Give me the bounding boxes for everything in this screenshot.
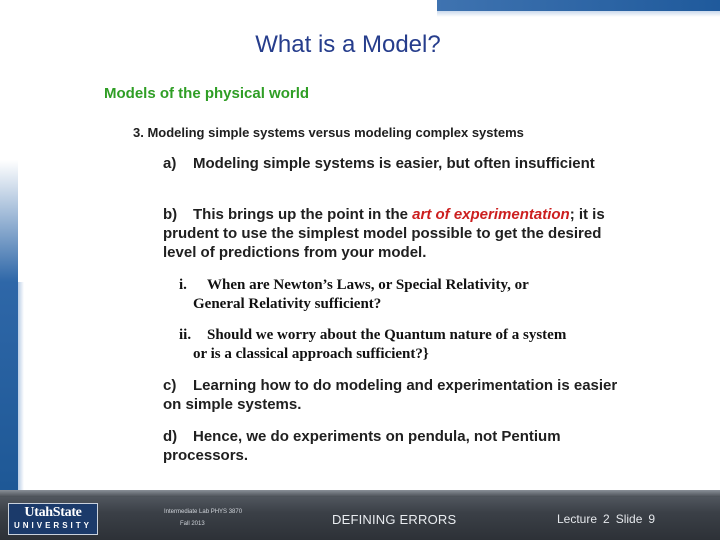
list-item-c	[163, 376, 633, 414]
side-accent-stripe	[0, 282, 18, 490]
side-accent-shade	[18, 282, 24, 490]
footer-top-band	[0, 490, 720, 497]
list-item-text: This brings up the point in the	[193, 206, 413, 223]
term-label: Fall 2013	[180, 521, 205, 527]
list-item-a	[163, 154, 633, 173]
list-item-text-cont: ; it is prudent to use the simplest model possible to get the desired level of predictions from your model.	[163, 206, 605, 261]
sub-item-ii	[179, 326, 619, 364]
list-item-b	[163, 205, 633, 262]
sub-item-text: Should we worry about the Quantum nature of a system	[207, 327, 567, 343]
slide-label: Slide	[615, 512, 643, 526]
university-logo	[8, 503, 98, 535]
slide-number-info	[557, 512, 661, 526]
header-accent-band	[437, 0, 720, 11]
list-marker: b)	[163, 206, 178, 223]
sub-item-text-cont: General Relativity sufficient?	[193, 296, 382, 312]
list-marker: a)	[163, 155, 177, 172]
sub-item-text-cont: or is a classical approach sufficient?}	[193, 346, 429, 362]
highlighted-phrase: art of experimentation	[412, 206, 570, 223]
lecture-label: Lecture	[557, 512, 598, 526]
list-item-d	[163, 427, 633, 465]
sub-marker: ii.	[179, 327, 192, 343]
list-marker: d)	[163, 428, 178, 445]
lecture-number: 2	[603, 512, 610, 526]
side-accent-fade	[0, 160, 18, 282]
sub-item-text: When are Newton’s Laws, or Special Relativity, or	[207, 277, 529, 293]
logo-wordmark: UtahState	[24, 505, 82, 520]
slide-title: What is a Model?	[255, 31, 441, 58]
point-3-heading: 3. Modeling simple systems versus modeling complex systems	[133, 125, 524, 140]
list-item-text: Learning how to do modeling and experimentation is easier on simple systems.	[163, 377, 618, 413]
course-label: Intermediate Lab PHYS 3870	[164, 509, 243, 515]
list-marker: c)	[163, 377, 177, 394]
list-item-text: Hence, we do experiments on pendula, not Pentium processors.	[163, 428, 561, 464]
slide-number: 9	[648, 512, 656, 526]
header-accent-shade	[437, 11, 720, 17]
list-item-text: Modeling simple systems is easier, but often insufficient	[193, 155, 595, 172]
logo-subtext: UNIVERSITY	[13, 521, 92, 530]
lecture-topic: DEFINING ERRORS	[332, 512, 457, 527]
slide-subtitle: Models of the physical world	[104, 85, 310, 102]
sub-marker: i.	[179, 277, 187, 293]
sub-item-i	[179, 276, 619, 314]
